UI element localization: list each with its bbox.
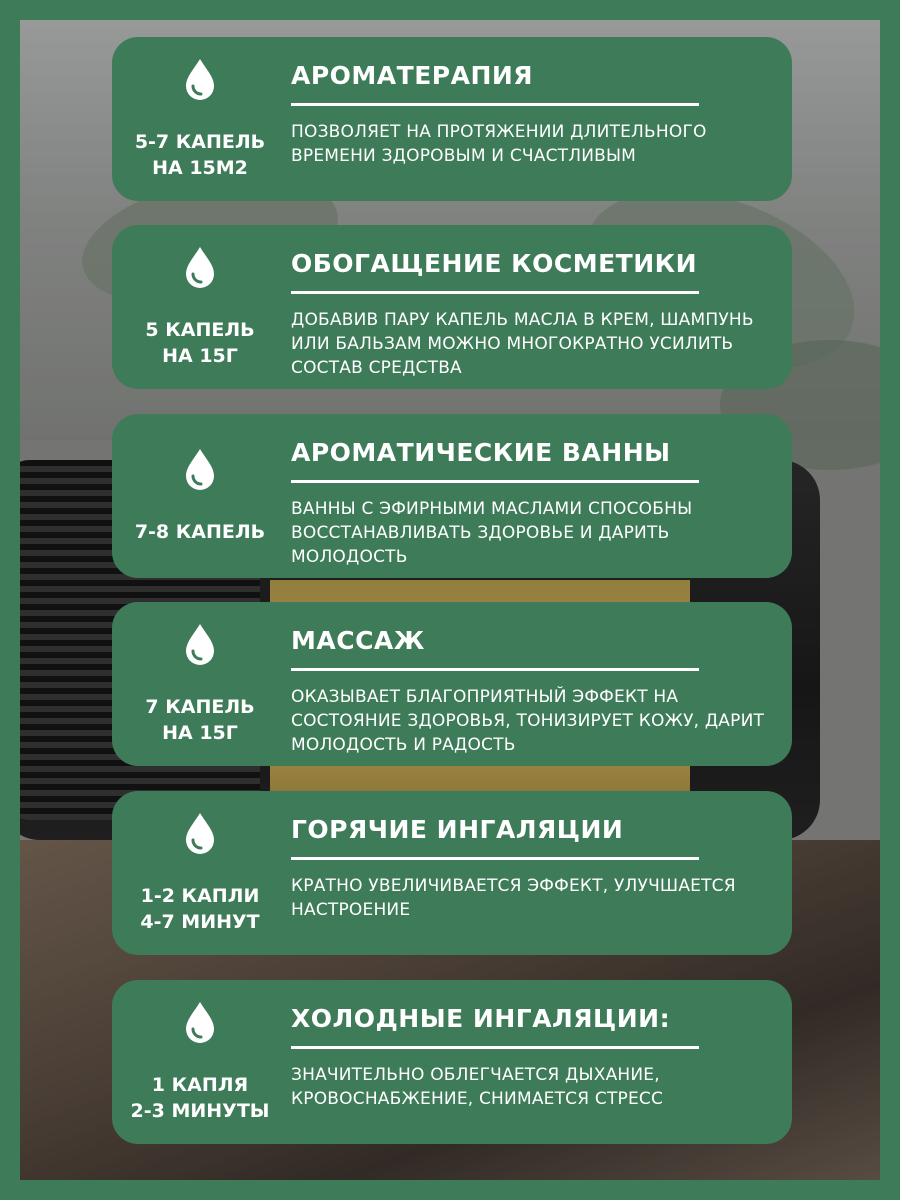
water-drop-icon [182,1000,218,1044]
title-divider [291,857,699,860]
usage-card-aromatherapy [112,37,792,201]
water-drop-icon [182,447,218,491]
card-title: ГОРЯЧИЕ ИНГАЛЯЦИИ [291,815,624,844]
usage-card-massage [112,602,792,766]
dose-column [112,980,288,1144]
card-title: ОБОГАЩЕНИЕ КОСМЕТИКИ [291,249,698,278]
card-description: ПОЗВОЛЯЕТ НА ПРОТЯЖЕНИИ ДЛИТЕЛЬНОГО ВРЕМЕНИ ЗДОРОВЫМ И СЧАСТЛИВЫМ [291,122,707,166]
dose-text: 7-8 КАПЕЛЬ [134,521,266,543]
dose-column [112,414,288,578]
title-divider [291,103,699,106]
dose-column [112,791,288,955]
dose-text: 7 КАПЕЛЬ НА 15Г [145,696,255,744]
title-divider [291,668,699,671]
water-drop-icon [182,245,218,289]
usage-card-baths [112,414,792,578]
dose-text: 5-7 КАПЕЛЬ НА 15М2 [134,131,266,179]
usage-card-cosmetics [112,225,792,389]
dose-text: 1-2 КАПЛИ 4-7 МИНУТ [140,885,260,933]
card-title: АРОМАТИЧЕСКИЕ ВАННЫ [291,438,671,467]
water-drop-icon [182,57,218,101]
dose-column [112,225,288,389]
usage-card-hot-inhalation [112,791,792,955]
dose-column [112,602,288,766]
card-title: АРОМАТЕРАПИЯ [291,61,534,90]
card-title: МАССАЖ [291,626,425,655]
title-divider [291,291,699,294]
usage-card-cold-inhalation [112,980,792,1144]
dose-text: 5 КАПЕЛЬ НА 15Г [145,319,255,367]
card-description: ОКАЗЫВАЕТ БЛАГОПРИЯТНЫЙ ЭФФЕКТ НА СОСТОЯНИЕ ЗДОРОВЬЯ, ТОНИЗИРУЕТ КОЖУ, ДАРИТ МОЛОДОСТЬ И РАДОСТЬ [291,687,765,755]
title-divider [291,1046,699,1049]
water-drop-icon [182,622,218,666]
card-description: ЗНАЧИТЕЛЬНО ОБЛЕГЧАЕТСЯ ДЫХАНИЕ, КРОВОСНАБЖЕНИЕ, СНИМАЕТСЯ СТРЕСС [291,1065,664,1109]
card-description: ДОБАВИВ ПАРУ КАПЕЛЬ МАСЛА В КРЕМ, ШАМПУНЬ ИЛИ БАЛЬЗАМ МОЖНО МНОГОКРАТНО УСИЛИТЬ СОСТАВ СРЕДСТВА [291,310,754,378]
dose-column [112,37,288,201]
dose-text: 1 КАПЛЯ 2-3 МИНУТЫ [130,1074,270,1122]
card-description: ВАННЫ С ЭФИРНЫМИ МАСЛАМИ СПОСОБНЫ ВОССТАНАВЛИВАТЬ ЗДОРОВЬЕ И ДАРИТЬ МОЛОДОСТЬ [291,499,693,567]
card-title: ХОЛОДНЫЕ ИНГАЛЯЦИИ: [291,1004,671,1033]
title-divider [291,480,699,483]
water-drop-icon [182,811,218,855]
card-description: КРАТНО УВЕЛИЧИВАЕТСЯ ЭФФЕКТ, УЛУЧШАЕТСЯ НАСТРОЕНИЕ [291,876,736,920]
